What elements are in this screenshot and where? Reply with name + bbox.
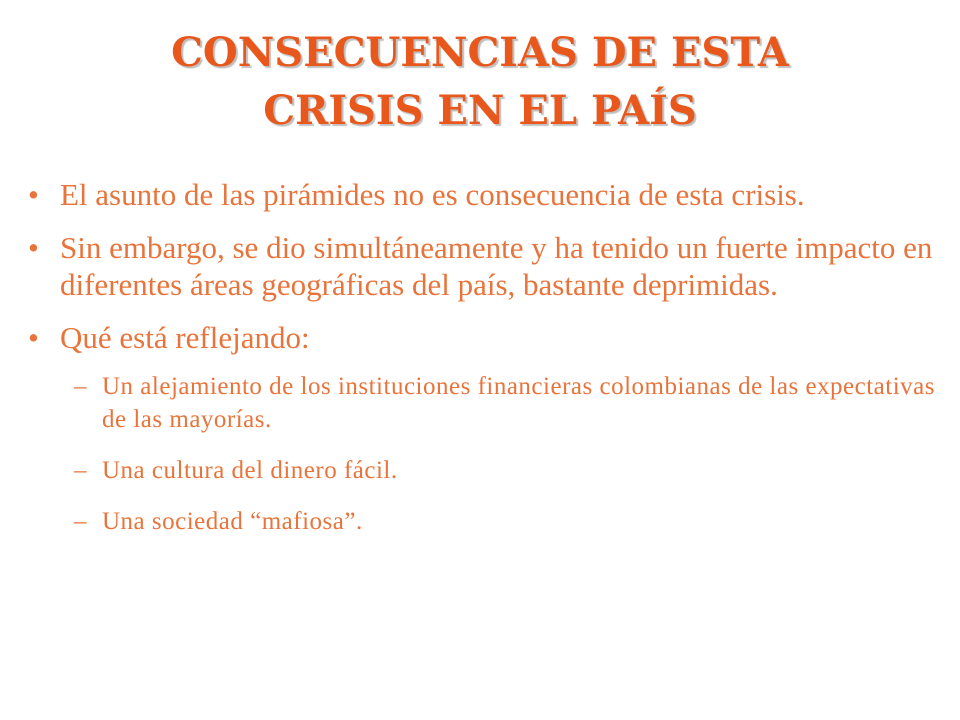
sub-bullet-marker: – [74,457,87,484]
bullet-item [28,229,948,303]
sub-bullet-text: Una cultura del dinero fácil. [102,457,398,484]
bullet-text: El asunto de las pirámides no es consecuencia de esta crisis. [60,177,805,212]
bullet-text: Qué está reflejando: [60,320,310,355]
bullet-item [28,319,948,356]
sub-bullet-text: Un alejamiento de los instituciones financieras colombianas de las expectativas de las mayorías. [102,373,935,433]
slide-title [0,24,960,140]
bullet-text: Sin embargo, se dio simultáneamente y ha tenido un fuerte impacto en diferentes áreas geográficas del país, bastante deprimidas. [60,230,933,302]
title-line-1: CONSECUENCIAS DE ESTA [171,29,789,76]
bullet-marker: • [28,320,39,355]
sub-bullet-item [28,505,948,538]
sub-bullet-marker: – [74,373,87,400]
sub-bullet-item [28,370,948,436]
slide-content [28,176,948,556]
sub-bullet-text: Una sociedad “mafiosa”. [102,508,363,535]
bullet-item [28,176,948,213]
sub-bullet-marker: – [74,508,87,535]
sub-bullet-item [28,454,948,487]
title-line-2: CRISIS EN EL PAÍS [263,87,697,134]
bullet-marker: • [28,230,39,265]
bullet-marker: • [28,177,39,212]
